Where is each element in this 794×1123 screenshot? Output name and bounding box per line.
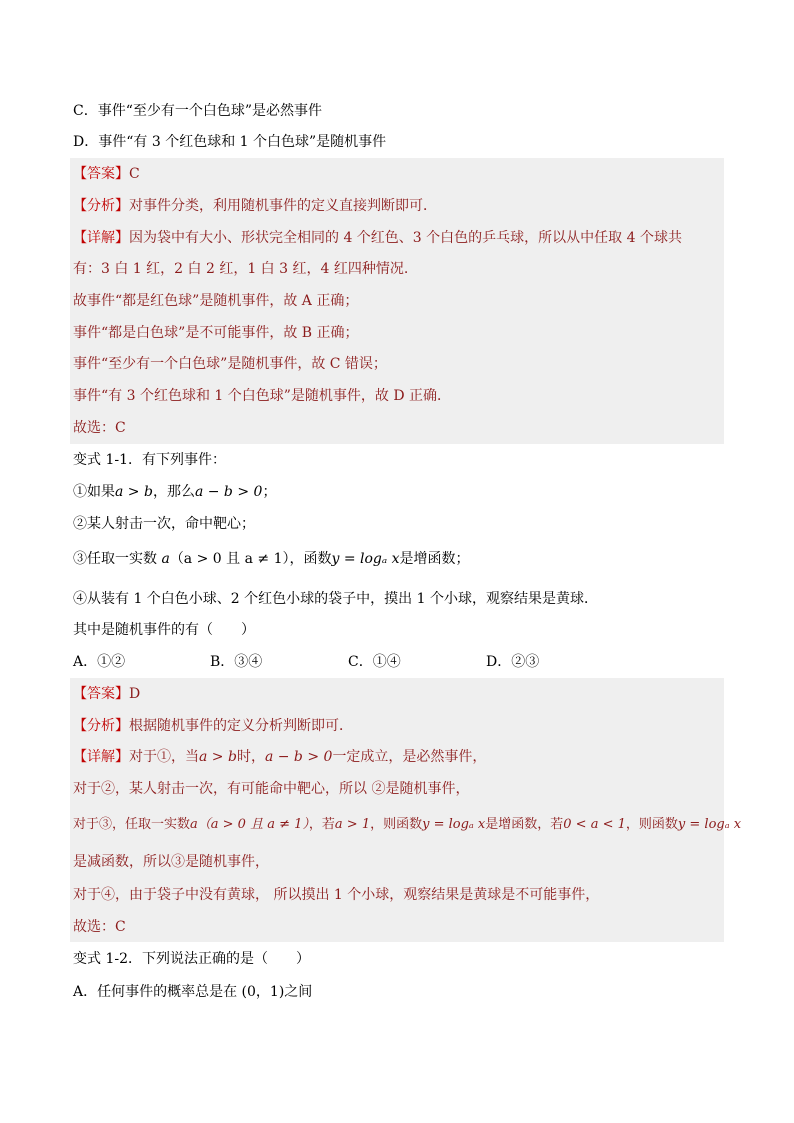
detail-line-1 <box>73 228 682 248</box>
math-a-condition: a（a > 0 且 a ≠ 1） <box>190 817 309 832</box>
math-log-function: y = logₐ x <box>331 551 400 567</box>
detail-line-5: 事件“至少有一个白色球”是随机事件，故 C 错误； <box>73 356 387 372</box>
event-2: ②某人射击一次，命中靶心； <box>73 516 255 532</box>
choice-c: C．①④ <box>348 654 401 670</box>
event-3-text-a: ③任取一实数 <box>73 551 157 567</box>
math-a-gt-b-2: a > b <box>199 749 237 765</box>
detail-2-text-a: 对于①，当 <box>129 749 199 765</box>
question-3-choice-a: A．任何事件的概率总是在 (0，1)之间 <box>73 984 313 1000</box>
detail-tag: 【详解】 <box>73 230 129 246</box>
detail-2-line-3 <box>73 815 741 835</box>
math-log-fn-1: y = logₐ x <box>422 817 486 832</box>
detail-3-text-d: 是增函数，若 <box>485 817 564 832</box>
event-1-text-c: ； <box>262 484 277 500</box>
answer-tag: 【答案】 <box>73 166 129 182</box>
answer-line <box>73 164 140 184</box>
math-a-between: 0 < a < 1 <box>563 817 626 832</box>
detail-3-text-c: ，则函数 <box>370 817 423 832</box>
event-3-text-c: 是增函数； <box>399 551 470 567</box>
detail-3-text-e: ，则函数 <box>625 817 678 832</box>
answer-tag-2: 【答案】 <box>73 686 129 702</box>
answer-line-2 <box>73 684 140 704</box>
math-a-minus-b: a − b > 0 <box>194 484 263 500</box>
question-stem: 变式 1-1．有下列事件： <box>73 452 226 468</box>
math-a-minus-b-2: a − b > 0 <box>264 749 333 765</box>
analysis-tag-2: 【分析】 <box>73 718 129 734</box>
analysis-text-2: 根据随机事件的定义分析判断即可． <box>129 718 353 734</box>
answer-value: C <box>129 166 140 182</box>
detail-2-line-4: 是减函数，所以③是随机事件， <box>73 854 269 870</box>
detail-2-line-2: 对于②，某人射击一次，有可能命中靶心，所以 ②是随机事件， <box>73 781 470 797</box>
detail-line-4: 事件“都是白色球”是不可能事件，故 B 正确； <box>73 325 359 341</box>
detail-tag-2: 【详解】 <box>73 749 129 765</box>
event-3 <box>73 549 470 569</box>
detail-3-text-a: 对于③，任取一实数 <box>73 817 191 832</box>
detail-line-7: 故选：C <box>73 420 126 436</box>
math-a-gt-1: a > 1 <box>334 817 371 832</box>
math-log-fn-2: y = logₐ x <box>677 817 742 832</box>
analysis-tag: 【分析】 <box>73 198 129 214</box>
option-c-line: C．事件“至少有一个白色球”是必然事件 <box>73 103 323 119</box>
detail-2-line-1 <box>73 747 486 767</box>
choice-a: A．①② <box>73 654 126 670</box>
choice-b: B．③④ <box>210 654 263 670</box>
analysis-line-2 <box>73 716 353 736</box>
question-ask: 其中是随机事件的有（ ） <box>73 622 255 638</box>
math-a: a <box>161 551 170 567</box>
detail-line-3: 故事件“都是红色球”是随机事件，故 A 正确； <box>73 293 359 309</box>
detail-2-text-c: 一定成立，是必然事件， <box>332 749 487 765</box>
detail-line-2: 有：3 白 1 红，2 白 2 红，1 白 3 红，4 红四种情况. <box>73 261 409 277</box>
detail-2-line-5: 对于④，由于袋子中没有黄球， 所以摸出 1 个小球，观察结果是黄球是不可能事件， <box>73 887 600 903</box>
detail-2-text-b: 时， <box>236 749 265 765</box>
detail-2-line-6: 故选：C <box>73 919 126 935</box>
detail-text: 因为袋中有大小、形状完全相同的 4 个红色、3 个白色的乒乓球，所以从中任取 4 个球共 <box>129 230 682 246</box>
option-d-line: D．事件“有 3 个红色球和 1 个白色球”是随机事件 <box>73 134 387 150</box>
event-1-text-a: ①如果 <box>73 484 115 500</box>
math-condition: （a > 0 且 a ≠ 1） <box>169 551 290 567</box>
choice-d: D．②③ <box>486 654 540 670</box>
event-4: ④从装有 1 个白色小球、2 个红色小球的袋子中，摸出 1 个小球，观察结果是黄球． <box>73 591 598 607</box>
question-3-stem: 变式 1-2．下列说法正确的是（ ） <box>73 951 310 967</box>
event-3-text-b: ，函数 <box>289 551 332 567</box>
math-a-gt-b: a > b <box>115 484 153 500</box>
analysis-line <box>73 196 437 216</box>
analysis-text: 对事件分类，利用随机事件的定义直接判断即可． <box>129 198 437 214</box>
event-1 <box>73 482 276 502</box>
answer-value-2: D <box>129 686 141 702</box>
detail-3-text-b: ，若 <box>308 817 335 832</box>
event-1-text-b: ，那么 <box>152 484 195 500</box>
detail-line-6: 事件“有 3 个红色球和 1 个白色球”是随机事件，故 D 正确． <box>73 388 452 404</box>
